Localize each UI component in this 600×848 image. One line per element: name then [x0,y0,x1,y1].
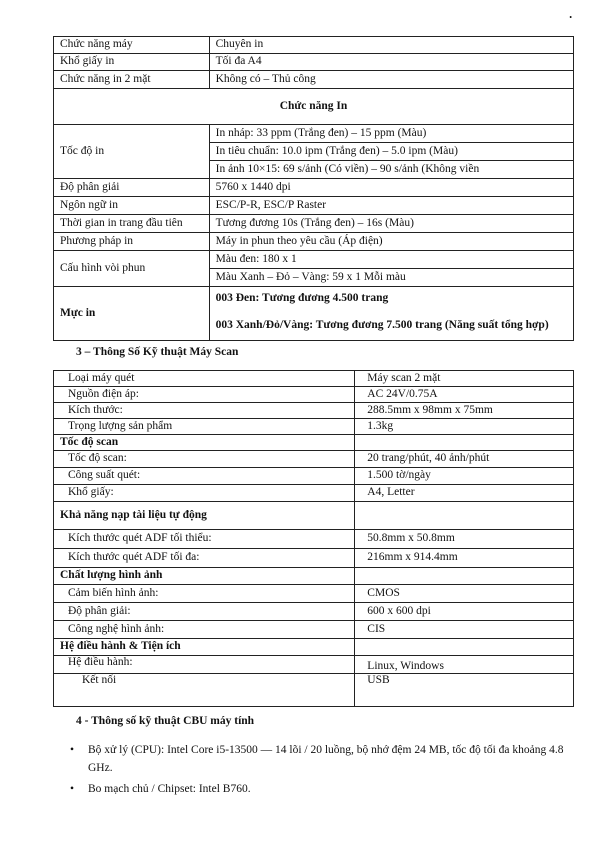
table-row [54,549,574,568]
table-row [54,656,574,674]
spec-value: 003 Xanh/Đỏ/Vàng: Tương đương 7.500 trang (Năng suất tổng hợp) [209,311,573,341]
empty-cell [355,435,574,451]
bullet-icon: • [70,744,75,756]
spec-value: 600 x 600 dpi [355,603,574,621]
table-row [54,37,574,54]
spec-value: Máy scan 2 mặt [355,371,574,387]
spec-label: Chức năng in 2 mặt [54,71,210,89]
spec-label: Trọng lượng sản phẩm [54,419,355,435]
spec-label: Hệ điều hành: [54,656,355,674]
spec-label: Công nghệ hình ảnh: [54,621,355,639]
bullet-text: Bộ xử lý (CPU): Intel Core i5-13500 — 14 lõi / 20 luồng, bộ nhớ đệm 24 MB, tốc độ tối đa khoảng 4.8 GHz. [88,744,564,774]
table-row [54,468,574,485]
spec-label: Nguồn điện áp: [54,387,355,403]
table-row [54,179,574,197]
table-row [54,530,574,549]
spec-label: Ngôn ngữ in [54,197,210,215]
list-item [70,780,578,798]
spec-value: 003 Đen: Tương đương 4.500 trang [209,287,573,311]
table-row [54,674,574,707]
table-row [54,585,574,603]
spec-label: Loại máy quét [54,371,355,387]
spec-value: Màu đen: 180 x 1 [209,251,573,269]
bullet-text: Bo mạch chủ / Chipset: Intel B760. [88,783,251,795]
empty-cell [355,639,574,656]
table-row [54,233,574,251]
spec-label: Kích thước quét ADF tối đa: [54,549,355,568]
spec-label: Chức năng máy [54,37,210,54]
spec-value: Tối đa A4 [209,54,573,71]
spec-label: Độ phân giải [54,179,210,197]
spec-value: A4, Letter [355,485,574,502]
group-header-row [54,639,574,656]
empty-cell [355,502,574,530]
spec-value: In ảnh 10×15: 69 s/ảnh (Có viền) – 90 s/ảnh (Không viền [209,161,573,179]
spec-label: Cảm biến hình ảnh: [54,585,355,603]
spec-label: Khổ giấy in [54,54,210,71]
spec-label: Tốc độ scan: [54,451,355,468]
bullet-icon: • [70,783,75,795]
spec-value: Không có – Thủ công [209,71,573,89]
spec-value: 5760 x 1440 dpi [209,179,573,197]
spec-label: Công suất quét: [54,468,355,485]
group-header: Tốc độ scan [54,435,355,451]
table-row [54,371,574,387]
spec-value: AC 24V/0.75A [355,387,574,403]
list-item [70,741,578,777]
spec-value: 216mm x 914.4mm [355,549,574,568]
spec-value: 50.8mm x 50.8mm [355,530,574,549]
spec-value: Máy in phun theo yêu cầu (Áp điện) [209,233,573,251]
table-row [54,403,574,419]
spec-value: USB [355,674,574,707]
spec-label: Độ phân giải: [54,603,355,621]
spec-label: Tốc độ in [54,125,210,179]
spec-value: In tiêu chuẩn: 10.0 ipm (Trắng đen) – 5.0 ipm (Màu) [209,143,573,161]
group-header-row [54,435,574,451]
spec-label: Kết nối [54,674,355,707]
spec-value: CMOS [355,585,574,603]
table-row [54,387,574,403]
table-row [54,603,574,621]
corner-mark: • [569,13,572,22]
table-row [54,419,574,435]
group-header-row [54,502,574,530]
spec-label: Kích thước quét ADF tối thiểu: [54,530,355,549]
table-row [54,485,574,502]
scanner-spec-table [53,370,574,707]
spec-label: Kích thước: [54,403,355,419]
spec-value: Tương đương 10s (Trắng đen) – 16s (Màu) [209,215,573,233]
table-row [54,71,574,89]
section-4-title: 4 - Thông số kỹ thuật CBU máy tính [76,715,255,727]
section-header: Chức năng In [54,89,574,125]
table-row [54,621,574,639]
table-row [54,215,574,233]
spec-value: 288.5mm x 98mm x 75mm [355,403,574,419]
table-row [54,287,574,311]
spec-value: ESC/P-R, ESC/P Raster [209,197,573,215]
empty-cell [355,568,574,585]
spec-value: CIS [355,621,574,639]
group-header: Khả năng nạp tài liệu tự động [54,502,355,530]
group-header: Chất lượng hình ảnh [54,568,355,585]
table-row [54,451,574,468]
spec-value: Chuyên in [209,37,573,54]
spec-label: Mực in [54,287,210,341]
group-header: Hệ điều hành & Tiện ích [54,639,355,656]
spec-label: Cấu hình vòi phun [54,251,210,287]
table-row [54,54,574,71]
spec-label: Thời gian in trang đầu tiên [54,215,210,233]
spec-label: Phương pháp in [54,233,210,251]
spec-value: Linux, Windows [355,656,574,674]
section-header-row [54,89,574,125]
printer-spec-table [53,36,574,341]
group-header-row [54,568,574,585]
spec-value: 1.3kg [355,419,574,435]
section-3-title: 3 – Thông Số Kỹ thuật Máy Scan [76,346,239,358]
spec-value: 20 trang/phút, 40 ảnh/phút [355,451,574,468]
spec-value: 1.500 tờ/ngày [355,468,574,485]
spec-value: Màu Xanh – Đỏ – Vàng: 59 x 1 Mỗi màu [209,269,573,287]
spec-value: In nháp: 33 ppm (Trắng đen) – 15 ppm (Màu) [209,125,573,143]
table-row [54,197,574,215]
table-row [54,125,574,143]
spec-label: Khổ giấy: [54,485,355,502]
table-row [54,251,574,269]
